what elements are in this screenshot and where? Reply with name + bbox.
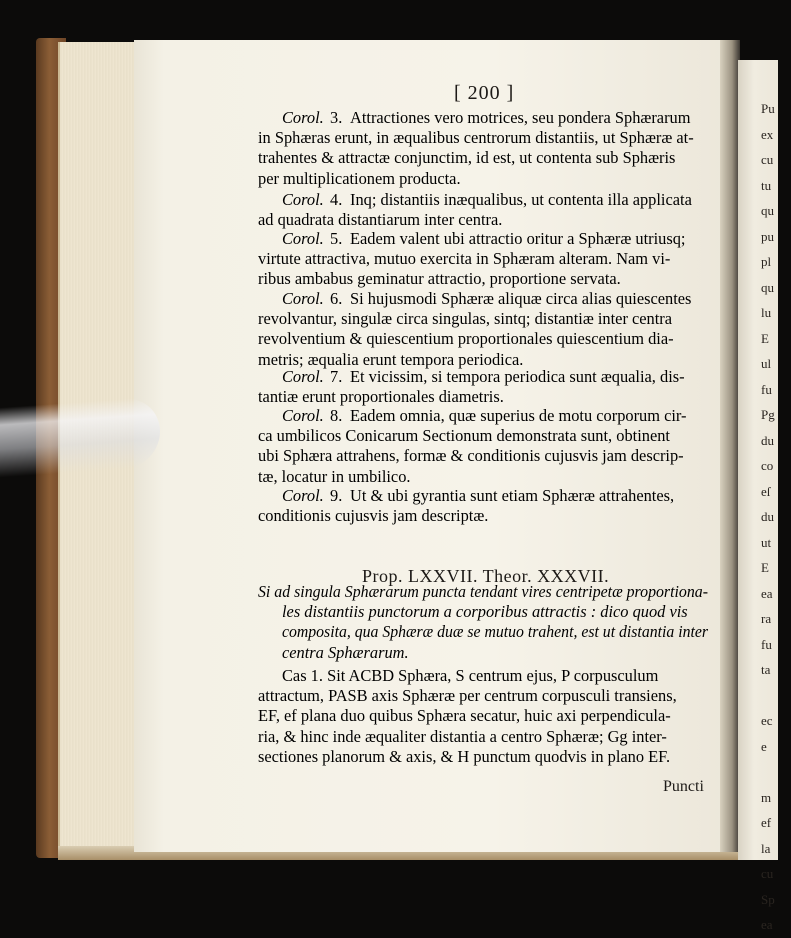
facing-page-fragment: Pu (761, 101, 775, 116)
catchword: Puncti (663, 778, 704, 795)
corollary-text-line: Inq; distantiis inæqualibus, ut contenta illa applicata (350, 190, 692, 209)
proposition-text-line: Si ad singula Sphærarum puncta tendant vires centripetæ proportiona- (258, 582, 708, 601)
corollary-label: Corol. (282, 406, 324, 425)
corollary-number: 3. (330, 108, 343, 127)
corollary-text-line: Eadem omnia, quæ superius de motu corporum cir- (350, 406, 687, 425)
facing-page-fragment: ex (761, 126, 774, 142)
corollary-number: 7. (330, 367, 343, 386)
facing-page-fragment: ra (761, 611, 772, 626)
corollary-label: Corol. (282, 486, 324, 505)
proposition-text-line: les distantiis punctorum a corporibus attractis : dico quod vis (282, 602, 688, 622)
glass-clip-reflection (0, 396, 160, 477)
corollary-label: Corol. (282, 229, 324, 248)
corollary-text-line: Eadem valent ubi attractio oritur a Sphæræ utriusq; (350, 229, 686, 248)
facing-page-fragment: pl (761, 254, 772, 269)
corollary-number: 5. (330, 229, 343, 248)
corollary-number: 8. (330, 406, 343, 425)
facing-page-fragment: du (761, 432, 774, 448)
facing-page-fragment: qu (761, 279, 774, 295)
proposition-heading: Prop. LXXVII. Theor. XXXVII. (362, 566, 610, 586)
corollary-number: 9. (330, 486, 343, 505)
corollary-label: Corol. (282, 108, 324, 127)
proposition-text-line: composita, qua Sphæræ duæ se mutuo trahent, est ut distantia inter (282, 622, 708, 642)
facing-page-fragment: ul (761, 356, 772, 371)
corollary-text-line: Ut & ubi gyrantia sunt etiam Sphæræ attrahentes, (350, 486, 675, 505)
corollary-label: Corol. (282, 190, 324, 209)
proposition-text-line: centra Sphærarum. (282, 642, 409, 662)
facing-page-fragment: m (761, 789, 772, 805)
case-text-line: Cas 1. Sit ACBD Sphæra, S centrum ejus, P corpusculum (282, 666, 659, 685)
corollary-text-line: virtute attractiva, mutuo exercita in Sphæram alteram. Nam vi- (258, 249, 671, 269)
corollary-label: Corol. (282, 289, 324, 308)
facing-page-fragment: co (761, 458, 774, 473)
corollary-text-line: revolventium & quiescentium proportionales quiescentium dia- (258, 329, 674, 349)
facing-page-fragment: E (761, 560, 769, 575)
case-text-line: sectiones planorum & axis, & H punctum quodvis in plano EF. (258, 746, 671, 766)
corollary-text-line: ubi Sphæra attrahens, formæ & conditionis cujusvis jam descrip- (258, 446, 684, 466)
facing-page-fragment: tu (761, 177, 772, 193)
facing-page-fragment: ta (761, 662, 771, 677)
facing-page-fragment: E (761, 330, 769, 346)
facing-page-fragment: e (761, 738, 767, 754)
corollary-text-line: trahentes & attractæ conjunctim, id est, ut contenta sub Sphæris (258, 148, 676, 168)
facing-page-fragment: fu (761, 381, 772, 397)
corollary-text-line: in Sphæras erunt, in æqualibus centrorum distantiis, ut Sphæræ at- (258, 128, 694, 148)
corollary-text-line: tantiæ erunt proportionales diametris. (258, 387, 504, 407)
corollary-label: Corol. (282, 367, 324, 386)
facing-page-fragment: Pg (761, 407, 775, 422)
corollary-text-line: tæ, locatur in umbilico. (258, 466, 411, 486)
corollary-number: 4. (330, 190, 343, 209)
case-text-line: attractum, PASB axis Sphæræ per centrum corpusculi transiens, (258, 686, 677, 706)
case-text-line: EF, ef plana duo quibus Sphæra secatur, huic axi perpendicula- (258, 706, 671, 726)
corollary-text-line: ca umbilicos Conicarum Sectionum demonstrata sunt, obtinent (258, 426, 670, 446)
corollary-text-line: Et vicissim, si tempora periodica sunt æqualia, dis- (350, 367, 685, 386)
facing-page-fragment: ea (761, 585, 773, 601)
facing-page-fragment: Sp (761, 891, 775, 907)
facing-page-fragment: lu (761, 305, 772, 320)
case-text-line: ria, & hinc inde æqualiter distantia a centro Sphæræ; Gg inter- (258, 726, 667, 746)
corollary-text-line: ribus ambabus geminatur attractio, proportione servata. (258, 269, 621, 289)
gutter-shadow (720, 40, 740, 852)
page-number: [ 200 ] (454, 82, 515, 104)
corollary-number: 6. (330, 289, 343, 308)
corollary-text-line: Attractiones vero motrices, seu pondera Sphærarum (350, 108, 691, 127)
corollary-text-line: conditionis cujusvis jam descriptæ. (258, 506, 489, 526)
facing-page-fragment (761, 759, 791, 785)
facing-page-fragment: ef (761, 815, 772, 830)
facing-page-fragment: ea (761, 917, 773, 932)
facing-page-fragment: ut (761, 534, 772, 550)
facing-page-text (761, 96, 791, 938)
corollary-text-line: metris; æqualia erunt tempora periodica. (258, 349, 524, 369)
facing-page-fragment: la (761, 840, 771, 856)
facing-page-fragment: qu (761, 203, 774, 218)
corollary-text-line: per multiplicationem producta. (258, 168, 461, 188)
corollary-text-line: ad quadrata distantiarum inter centra. (258, 210, 503, 230)
facing-page-fragment: cu (761, 152, 774, 167)
facing-page-fragment: ec (761, 713, 773, 728)
facing-page-fragment: cu (761, 866, 774, 881)
corollary-text-line: Si hujusmodi Sphæræ aliquæ circa alias quiescentes (350, 289, 692, 308)
facing-page-fragment: fu (761, 636, 772, 652)
facing-page-fragment: du (761, 509, 774, 524)
corollary-text-line: revolvantur, singulæ circa singulas, sintq; distantiæ inter centra (258, 309, 673, 329)
facing-page-fragment (761, 683, 791, 709)
facing-page-fragment: eſ (761, 483, 771, 499)
facing-page-fragment: pu (761, 228, 774, 244)
